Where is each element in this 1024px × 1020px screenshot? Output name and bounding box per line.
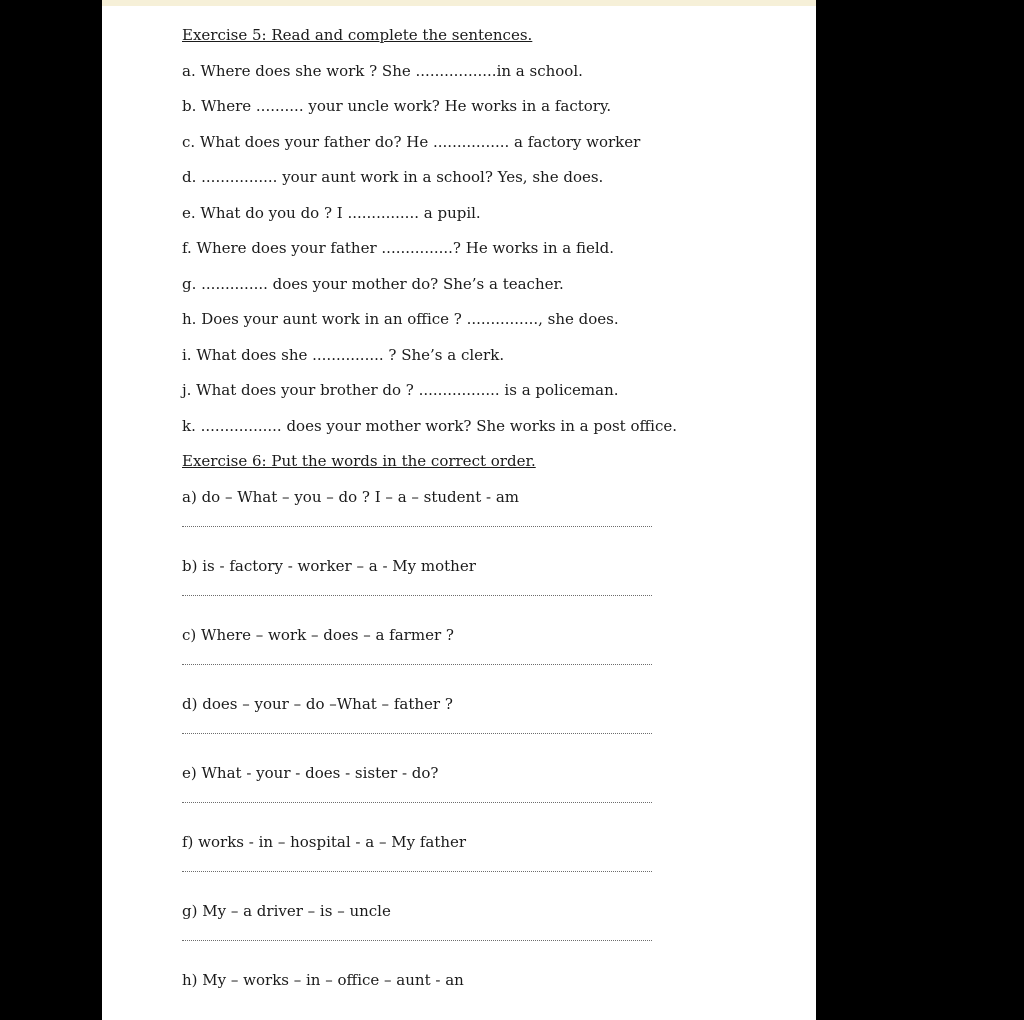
exercise-6-item-a: a) do – What – you – do ? I – a – student - am bbox=[182, 487, 519, 506]
page-top-strip bbox=[102, 0, 816, 6]
answer-line-a bbox=[182, 526, 652, 527]
exercise-6-item-c: c) Where – work – does – a farmer ? bbox=[182, 625, 454, 644]
exercise-5-item-f: f. Where does your father ...............? He works in a field. bbox=[182, 239, 615, 257]
exercise-5-item-h: h. Does your aunt work in an office ? ..............., she does. bbox=[182, 310, 619, 328]
exercise-6-item-e: e) What - your - does - sister - do? bbox=[182, 763, 439, 782]
exercise-6-item-h: h) My – works – in – office – aunt - an bbox=[182, 970, 464, 989]
exercise-5-item-b: b. Where .......... your uncle work? He works in a factory. bbox=[182, 97, 612, 115]
exercise-5-item-k: k. ................. does your mother work? She works in a post office. bbox=[182, 416, 677, 435]
exercise-5-item-e: e. What do you do ? I ............... a pupil. bbox=[182, 203, 481, 222]
worksheet-page bbox=[102, 0, 816, 1020]
exercise-5-item-i: i. What does she ............... ? She’s a clerk. bbox=[182, 345, 505, 364]
exercise-5-item-a: a. Where does she work ? She .................in a school. bbox=[182, 61, 583, 80]
worksheet-content bbox=[182, 24, 782, 991]
exercise-6-item-g: g) My – a driver – is – uncle bbox=[182, 901, 391, 920]
exercise-6-item-b: b) is - factory - worker – a - My mother bbox=[182, 556, 476, 575]
exercise-6-item-f: f) works - in – hospital - a – My father bbox=[182, 832, 467, 851]
answer-line-c bbox=[182, 664, 652, 665]
exercise-5-title: Exercise 5: Read and complete the sentences. bbox=[182, 26, 533, 44]
answer-line-d bbox=[182, 733, 652, 734]
exercise-6-item-d: d) does – your – do –What – father ? bbox=[182, 694, 453, 713]
answer-line-g bbox=[182, 940, 652, 941]
answer-line-e bbox=[182, 802, 652, 803]
exercise-5-item-g: g. .............. does your mother do? She’s a teacher. bbox=[182, 274, 564, 293]
exercise-5-item-j: j. What does your brother do ? ................. is a policeman. bbox=[182, 381, 619, 399]
exercise-5-item-c: c. What does your father do? He ................ a factory worker bbox=[182, 132, 641, 151]
answer-line-b bbox=[182, 595, 652, 596]
answer-line-f bbox=[182, 871, 652, 872]
exercise-5-item-d: d. ................ your aunt work in a school? Yes, she does. bbox=[182, 168, 604, 186]
exercise-6-title: Exercise 6: Put the words in the correct order. bbox=[182, 452, 536, 470]
